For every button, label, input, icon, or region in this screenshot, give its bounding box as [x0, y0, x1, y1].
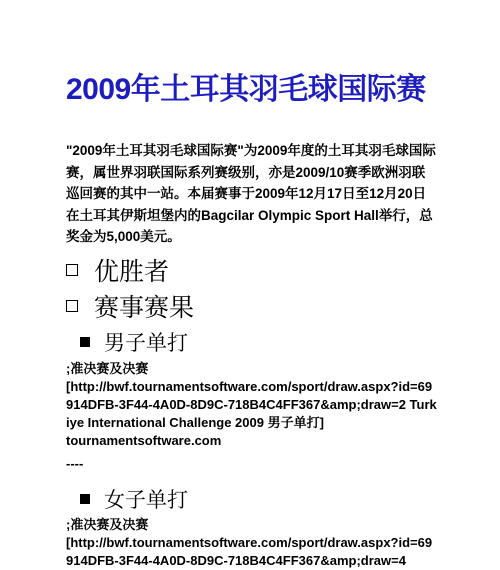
filled-square-bullet-icon: [80, 337, 90, 347]
section-heading-results: [66, 288, 194, 324]
womens-singles-round-label: ;准决赛及决赛: [66, 517, 149, 532]
mens-singles-block: [66, 360, 438, 450]
filled-square-bullet-icon: [80, 494, 90, 504]
separator-line: ----: [66, 456, 84, 471]
hollow-square-bullet-icon: [66, 264, 78, 276]
section-heading-winners-label: 优胜者: [94, 258, 170, 286]
section-heading-winners: [66, 252, 169, 288]
page-title: 2009年土耳其羽毛球国际赛: [66, 73, 426, 106]
section-heading-results-label: 赛事赛果: [94, 294, 195, 322]
mens-singles-draw-link[interactable]: [http://bwf.tournamentsoftware.com/sport/draw.aspx?id=69914DFB-3F44-4A0D-8D9C-718B4C4FF367&amp;draw=2 Turkiye International Challenge 2009 男子单打]: [66, 379, 437, 430]
subheading-womens-singles: [80, 484, 188, 514]
womens-singles-draw-link[interactable]: [http://bwf.tournamentsoftware.com/sport/draw.aspx?id=69914DFB-3F44-4A0D-8D9C-718B4C4FF367&amp;draw=4: [66, 535, 433, 568]
intro-paragraph: "2009年土耳其羽毛球国际赛"为2009年度的土耳其羽毛球国际赛，属世界羽联国际系列赛级别，亦是2009/10赛季欧洲羽联巡回赛的其中一站。本届赛事于2009年12月17日至12月20日在土耳其伊斯坦堡内的Bagcilar Olympic Sport Hall举行，总奖金为5,000美元。: [66, 143, 436, 244]
mens-singles-round-label: ;准决赛及决赛: [66, 361, 149, 376]
mens-singles-source: tournamentsoftware.com: [66, 433, 222, 448]
hollow-square-bullet-icon: [66, 300, 78, 312]
subheading-womens-singles-label: 女子单打: [104, 489, 188, 512]
womens-singles-block: [66, 516, 438, 570]
subheading-mens-singles: [80, 327, 188, 357]
subheading-mens-singles-label: 男子单打: [104, 332, 188, 355]
